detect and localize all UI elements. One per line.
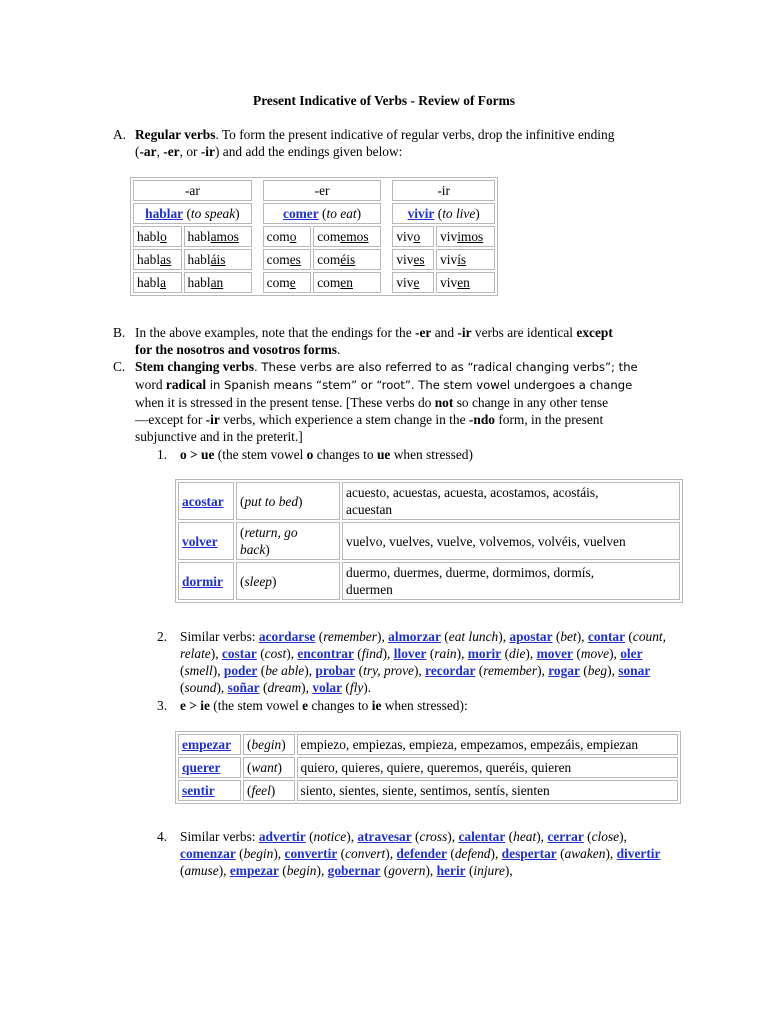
table-row [178,482,680,520]
gloss: smell [184,663,213,678]
verb-link-soñar[interactable]: soñar [227,680,260,695]
table-row [178,562,680,600]
paren: ( [135,144,140,159]
gap [383,272,390,293]
section-c-line5: subjunctive and in the preterit.] [135,429,303,444]
verb-link-volver[interactable]: volver [182,533,218,549]
gloss: begin [243,846,274,861]
gloss: rain [434,646,457,661]
item-2-text: Similar verbs: acordarse (remember), almorzar (eat lunch), apostar (bet), contar (count, relate), costar (cost), encontrar (find), llover (rain), morir (die), mover (move), oler (smell), poder (be able), probar (try, prove), recordar (remember), rogar (beg), sonar (sound), soñar (dream), volar (fly). [180,629,666,695]
gloss: bet [560,629,577,644]
ending-er: -er [415,325,432,340]
verb-link-comer[interactable]: comer [283,206,319,221]
verb-cell [178,780,241,801]
ending-er: -er [163,144,180,159]
section-c-line4b: verbs, which experience a stem change in the [219,412,469,427]
forms-cell: siento, sientes, siente, sentimos, sentís, sienten [297,780,678,801]
gloss: close [591,829,620,844]
similar-verbs-intro: Similar verbs: [180,629,259,644]
gloss: heat [513,829,537,844]
gloss-cell: (put to bed) [236,482,340,520]
nosotros-note: for the nosotros and vosotros forms [135,342,337,357]
e-ie-table [175,731,681,804]
form-cell: habláis [184,249,252,270]
gloss: convert [345,846,386,861]
verb-link-recordar[interactable]: recordar [425,663,476,678]
verb-link-cerrar[interactable]: cerrar [547,829,584,844]
verb-link-morir[interactable]: morir [467,646,502,661]
rule-o-ue: o > ue [180,447,215,462]
form-cell: vives [392,249,434,270]
page-title: Present Indicative of Verbs - Review of Forms [253,93,515,108]
gap [254,272,261,293]
gap [383,203,390,224]
verb-link-hablar[interactable]: hablar [145,206,184,221]
gap [383,249,390,270]
ending-ar: -ar [139,144,157,159]
forms-cell: acuesto, acuestas, acuesta, acostamos, acostáis, acuestan [342,482,680,520]
and: and [431,325,458,340]
gloss: to eat [326,206,357,221]
verb-link-volar[interactable]: volar [312,680,343,695]
verb-cell [178,522,234,560]
gloss: dream [267,680,302,695]
o-ue-table [175,479,683,603]
section-a-label: A. [113,127,127,142]
form-cell: hablo [133,226,182,247]
section-c-label: C. [113,359,126,374]
form-cell: hablan [184,272,252,293]
section-c-line3: when it is stressed in the present tense. [These verbs do [135,395,435,410]
regular-verbs-heading: Regular verbs [135,127,216,142]
gap [383,180,390,201]
gloss: govern [388,863,426,878]
verb-link-acordarse[interactable]: acordarse [258,629,316,644]
verb-cell [178,734,241,755]
gloss: injure [473,863,505,878]
ndo: -ndo [468,412,495,427]
verb-link-apostar[interactable]: apostar [509,629,553,644]
stem-changing-heading: Stem changing verbs [135,359,255,374]
verb-link-sonar[interactable]: sonar [618,663,651,678]
verb-link-vivir[interactable]: vivir [407,206,435,221]
table-row [178,522,680,560]
verb-link-costar[interactable]: costar [221,646,257,661]
verb-cell [178,562,234,600]
section-c-line3b: so change in any other tense [453,395,609,410]
forms-cell: vuelvo, vuelves, vuelve, volvemos, volvéis, vuelven [342,522,680,560]
forms-cell: quiero, quieres, quiere, queremos, queréis, quieren [297,757,678,778]
verb-link-convertir[interactable]: convertir [284,846,338,861]
item-4-text: Similar verbs: advertir (notice), atravesar (cross), calentar (heat), cerrar (close), comenzar (begin), convertir (convert), defender (defend), despertar (awaken), divertir (amuse), empezar (begin), gobernar (govern), herir (injure), [180,829,661,878]
ending-ir: -ir [205,412,220,427]
form-cell: habla [133,272,182,293]
form-cell: comes [263,249,312,270]
infinitive-hablar: hablar (to speak) [133,203,252,224]
verb-cell [178,482,234,520]
table-row [178,780,678,801]
gloss: awaken [564,846,606,861]
forms-cell: empiezo, empiezas, empieza, empezamos, empezáis, empiezan [297,734,678,755]
gloss: find [361,646,383,661]
gloss: begin [286,863,317,878]
verb-link-empezar[interactable]: empezar [229,863,279,878]
table-row [178,757,678,778]
infinitive-row [133,203,495,224]
gap [254,203,261,224]
verb-link-mover[interactable]: mover [536,646,573,661]
gloss: cross [419,829,448,844]
gloss: sound [184,680,217,695]
section-a-line2: ) and add the endings given below: [214,144,403,159]
word: word [135,377,166,392]
form-cell: hablamos [184,226,252,247]
section-b-text [135,324,695,358]
ending-ir: -ir [200,144,215,159]
gloss: move [580,646,610,661]
section-b-label: B. [113,325,126,340]
gap [254,226,261,247]
verb-link-dormir[interactable]: dormir [182,573,223,589]
verb-link-herir[interactable]: herir [436,863,466,878]
section-a-line1: . To form the present indicative of regular verbs, drop the infinitive ending [215,127,615,142]
infinitive-comer: comer (to eat) [263,203,382,224]
not: not [434,395,454,410]
verb-link-despertar[interactable]: despertar [501,846,557,861]
gap [254,249,261,270]
section-b-mid: verbs are identical [471,325,577,340]
verb-link-empezar[interactable]: empezar [182,737,232,752]
gloss-cell: (want) [243,757,295,778]
verb-link-advertir[interactable]: advertir [258,829,306,844]
comma-or: , or [179,144,201,159]
verb-link-comenzar[interactable]: comenzar [180,846,236,861]
forms-cell: duermo, duermes, duerme, dormimos, dormís, duermen [342,562,680,600]
gloss-cell: (begin) [243,734,295,755]
infinitive-vivir: vivir (to live) [392,203,495,224]
gloss-cell: (feel) [243,780,295,801]
gloss: to live [442,206,476,221]
item-4-number: 4. [157,829,168,844]
item-1-number: 1. [157,447,168,462]
conj-row-3 [133,272,495,293]
gloss: amuse [184,863,219,878]
section-c-line2: in Spanish means “stem” or “root”. The stem vowel undergoes a change [206,378,633,392]
period: . [336,342,341,357]
verb-link-defender[interactable]: defender [396,846,447,861]
verb-link-almorzar[interactable]: almorzar [388,629,441,644]
gap [254,180,261,201]
verb-link-calentar[interactable]: calentar [458,829,506,844]
header-ir: -ir [392,180,495,201]
gloss: die [509,646,526,661]
verb-link-divertir[interactable]: divertir [616,846,661,861]
radical: radical [165,377,207,392]
gloss: try, prove [363,663,414,678]
gloss: cost [264,646,287,661]
form-cell: viven [436,272,495,293]
verb-cell [178,757,241,778]
section-c-line4c: form, in the present [494,412,604,427]
gloss: defend [454,846,491,861]
verb-link-atravesar[interactable]: atravesar [357,829,412,844]
section-c-line1: . These verbs are also referred to as “radical changing verbs”; the [254,360,638,374]
header-ar: -ar [133,180,252,201]
form-cell: comemos [313,226,381,247]
gloss-cell: (return, go back) [236,522,340,560]
form-cell: comen [313,272,381,293]
verb-link-encontrar[interactable]: encontrar [297,646,354,661]
gloss: be able [265,663,305,678]
gloss: notice [313,829,347,844]
section-a-text [135,126,695,160]
section-b-line1: In the above examples, note that the endings for the [135,325,416,340]
conj-row-1 [133,226,495,247]
ending-ir: -ir [457,325,472,340]
regular-verbs-table [130,177,498,296]
verb-link-gobernar[interactable]: gobernar [327,863,381,878]
gloss: remember [323,629,377,644]
item-3-number: 3. [157,698,168,713]
table-row [178,734,678,755]
section-c-line4a: —except for [135,412,206,427]
verb-link-probar[interactable]: probar [315,663,356,678]
verb-link-acostar[interactable]: acostar [182,493,224,509]
form-cell: vive [392,272,434,293]
gloss: remember [483,663,538,678]
verb-link-oler[interactable]: oler [620,646,643,661]
section-c-text [135,358,695,445]
verb-link-llover[interactable]: llover [393,646,427,661]
table-header-row [133,180,495,201]
rule-e-ie: e > ie [180,698,210,713]
comma: , [156,144,164,159]
form-cell: vivimos [436,226,495,247]
form-cell: vivo [392,226,434,247]
except: except [576,325,613,340]
form-cell: hablas [133,249,182,270]
gloss: eat lunch [448,629,499,644]
gloss-cell: (sleep) [236,562,340,600]
verb-link-querer[interactable]: querer [182,760,221,775]
header-er: -er [263,180,382,201]
gloss: count, relate [180,629,666,661]
verb-link-poder[interactable]: poder [223,663,258,678]
verb-link-contar[interactable]: contar [587,629,626,644]
conj-row-2 [133,249,495,270]
verb-link-sentir[interactable]: sentir [182,783,215,798]
form-cell: coméis [313,249,381,270]
form-cell: como [263,226,312,247]
gloss: fly [349,680,364,695]
similar-verbs-intro: Similar verbs: [180,829,259,844]
item-1-text: o > ue (the stem vowel o changes to ue when stressed) [180,447,473,462]
verb-link-rogar[interactable]: rogar [548,663,580,678]
gloss: beg [587,663,608,678]
gap [383,226,390,247]
gloss: to speak [190,206,236,221]
item-2-number: 2. [157,629,168,644]
item-3-text: e > ie (the stem vowel e changes to ie when stressed): [180,698,468,713]
form-cell: come [263,272,312,293]
form-cell: vivís [436,249,495,270]
